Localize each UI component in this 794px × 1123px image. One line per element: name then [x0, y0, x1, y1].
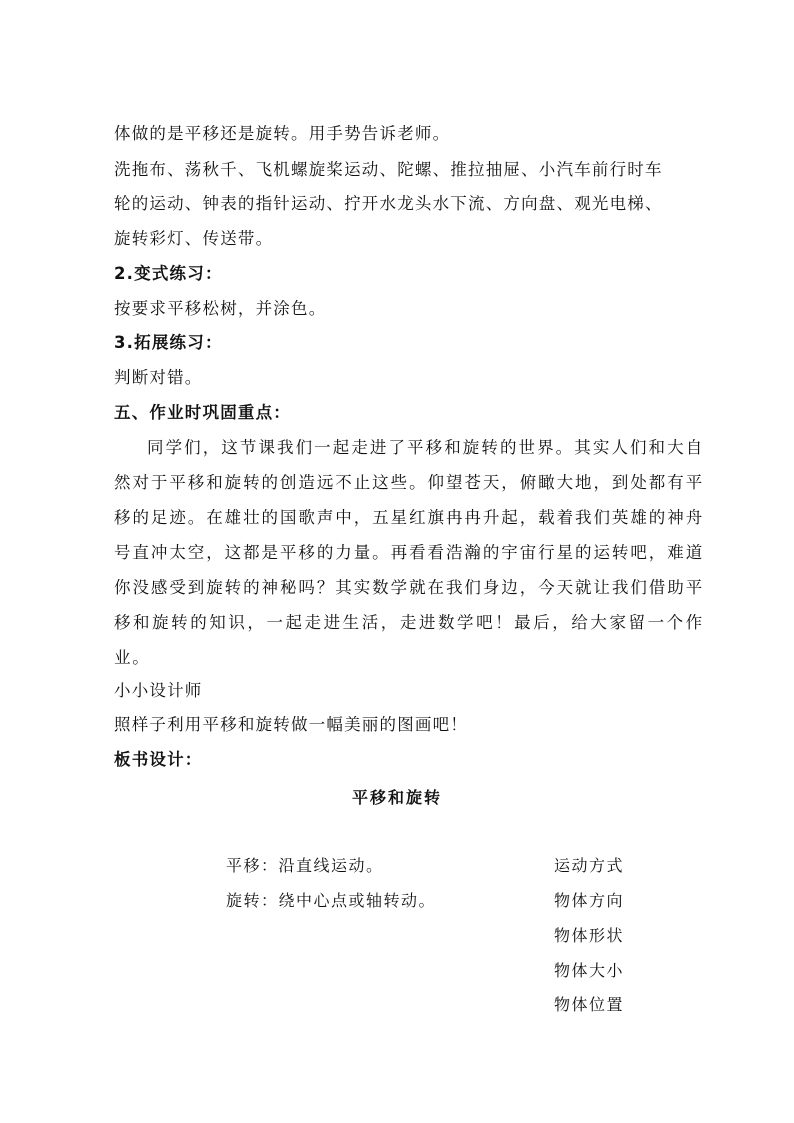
text-line: 旋转彩灯、传送带。: [114, 229, 274, 248]
body-paragraph: 同学们，这节课我们一起走进了平移和旋转的世界。其实人们和大自然对于平移和旋转的创造远不止这些。仰望苍天，俯瞰大地，到处都有平移的足迹。在雄壮的国歌声中，五星红旗冉冉升起，载着我们英雄的神舟号直冲太空，这都是平移的力量。再看看浩瀚的宇宙行星的运转吧，难道你没感受到旋转的神秘吗？其实数学就在我们身边，今天就让我们借助平移和旋转的知识，一起走进生活，走进数学吧！最后，给大家留一个作业。: [114, 438, 704, 667]
board-left-item: 平移：沿直线运动。: [226, 856, 384, 875]
board-title: 平移和旋转: [351, 788, 442, 807]
section-heading: 板书设计：: [114, 750, 203, 769]
board-right-item: 运动方式: [554, 856, 625, 875]
text-line: 判断对错。: [114, 368, 203, 387]
board-left-item: 旋转：绕中心点或轴转动。: [226, 891, 437, 910]
text-line: 小小设计师: [114, 681, 203, 700]
board-right-item: 物体大小: [554, 961, 625, 980]
text-line: 按要求平移松树，并涂色。: [114, 299, 327, 318]
board-right-item: 物体位置: [554, 995, 625, 1014]
board-right-item: 物体形状: [554, 926, 625, 945]
section-heading: 2.变式练习：: [114, 264, 223, 283]
section-heading: 五、作业时巩固重点：: [114, 403, 291, 422]
text-line: 体做的是平移还是旋转。用手势告诉老师。: [114, 124, 451, 143]
text-line: 洗拖布、荡秋千、飞机螺旋桨运动、陀螺、推拉抽屉、小汽车前行时车: [114, 160, 663, 179]
section-heading: 3.拓展练习：: [114, 333, 223, 352]
text-line: 轮的运动、钟表的指针运动、拧开水龙头水下流、方向盘、观光电梯、: [114, 194, 663, 213]
text-line: 照样子利用平移和旋转做一幅美丽的图画吧！: [114, 715, 468, 734]
board-right-item: 物体方向: [554, 891, 625, 910]
